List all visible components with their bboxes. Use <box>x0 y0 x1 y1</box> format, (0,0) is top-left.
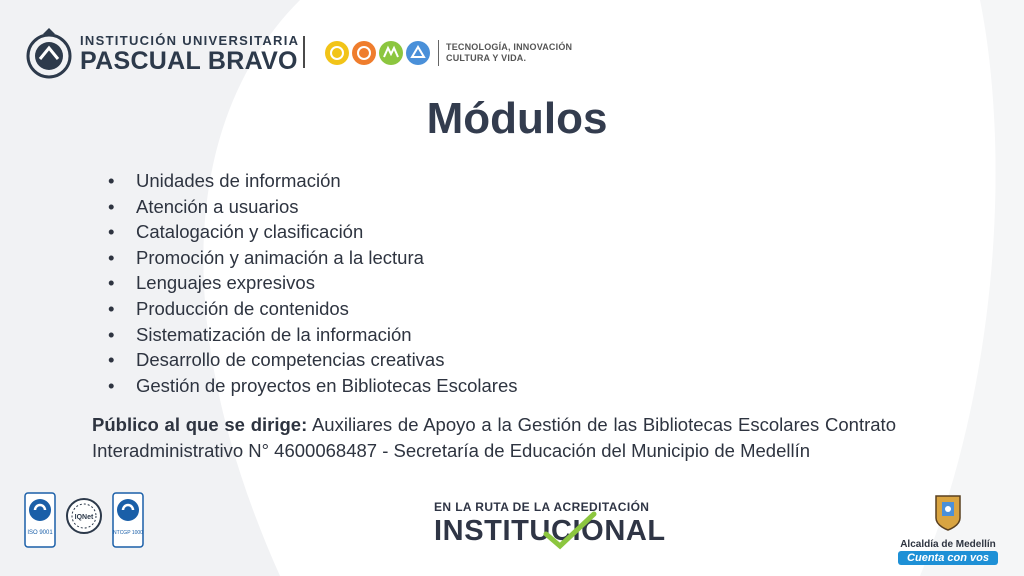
list-item <box>108 245 518 271</box>
module-label: Desarrollo de competencias creativas <box>136 349 445 371</box>
module-label: Sistematización de la información <box>136 323 412 345</box>
modules-list <box>108 168 518 398</box>
tagline-line-1: TECNOLOGÍA, INNOVACIÓN <box>446 42 573 52</box>
tagline-divider <box>438 40 439 66</box>
bullet-icon: • <box>108 374 115 396</box>
list-item <box>108 322 518 348</box>
cert2-label: IQNet <box>74 514 94 521</box>
list-item <box>108 347 518 373</box>
accreditation-main-text: INSTITUCIONAL <box>434 515 666 547</box>
list-item <box>108 168 518 194</box>
module-label: Promoción y animación a la lectura <box>136 246 424 268</box>
slide-title <box>0 94 1024 144</box>
certification-logos <box>24 492 144 548</box>
institution-tagline <box>446 42 572 64</box>
audience-label: Público al que se dirige: <box>92 414 308 435</box>
audience-paragraph <box>92 412 896 463</box>
accreditation-logo <box>434 500 666 548</box>
module-label: Gestión de proyectos en Bibliotecas Escolares <box>136 374 518 396</box>
header-divider <box>303 36 305 68</box>
list-item <box>108 194 518 220</box>
bullet-icon: • <box>108 195 115 217</box>
alcaldia-name: Alcaldía de Medellín <box>900 539 996 550</box>
checkmark-icon <box>538 510 598 550</box>
module-label: Producción de contenidos <box>136 297 349 319</box>
accreditation-top-text: EN LA RUTA DE LA ACREDITACIÓN <box>434 500 650 514</box>
bullet-icon: • <box>108 297 115 319</box>
tagline-line-2: CULTURA Y VIDA. <box>446 53 527 63</box>
alcaldia-logo <box>898 492 998 565</box>
logo-line-2: PASCUAL BRAVO <box>80 46 298 75</box>
bullet-icon: • <box>108 349 115 371</box>
slide-title-text: Módulos <box>426 94 608 143</box>
cert3-label: NTCGP 1000 <box>113 530 143 536</box>
module-label: Unidades de información <box>136 170 341 191</box>
pascual-bravo-logo <box>26 26 299 80</box>
iqnet-cert-icon <box>64 492 104 544</box>
list-item <box>108 296 518 322</box>
module-label: Atención a usuarios <box>136 195 299 217</box>
list-item <box>108 270 518 296</box>
bullet-icon: • <box>108 272 115 294</box>
bullet-icon: • <box>108 221 115 243</box>
coat-of-arms-icon <box>934 492 962 532</box>
bullet-icon: • <box>108 170 115 191</box>
ntcgp-1000-cert-icon <box>112 492 144 548</box>
institution-seal-icon <box>26 26 72 80</box>
bullet-icon: • <box>108 246 115 268</box>
iso-9001-cert-icon <box>24 492 56 548</box>
module-label: Catalogación y clasificación <box>136 221 364 243</box>
module-label: Lenguajes expresivos <box>136 272 315 294</box>
cert1-label: ISO 9001 <box>27 530 53 536</box>
bullet-icon: • <box>108 323 115 345</box>
list-item <box>108 373 518 399</box>
brand-circles-icon <box>323 38 433 68</box>
list-item <box>108 219 518 245</box>
logo-line-1: INSTITUCIÓN UNIVERSITARIA <box>80 32 300 48</box>
audience-text: Auxiliares de Apoyo a la Gestión de las Bibliotecas Escolares Contrato Interadministrativo N° 4600068487 - Secretaría de Educación del Municipio de Medellín <box>92 414 896 461</box>
alcaldia-slogan-badge: Cuenta con vos <box>898 551 998 565</box>
